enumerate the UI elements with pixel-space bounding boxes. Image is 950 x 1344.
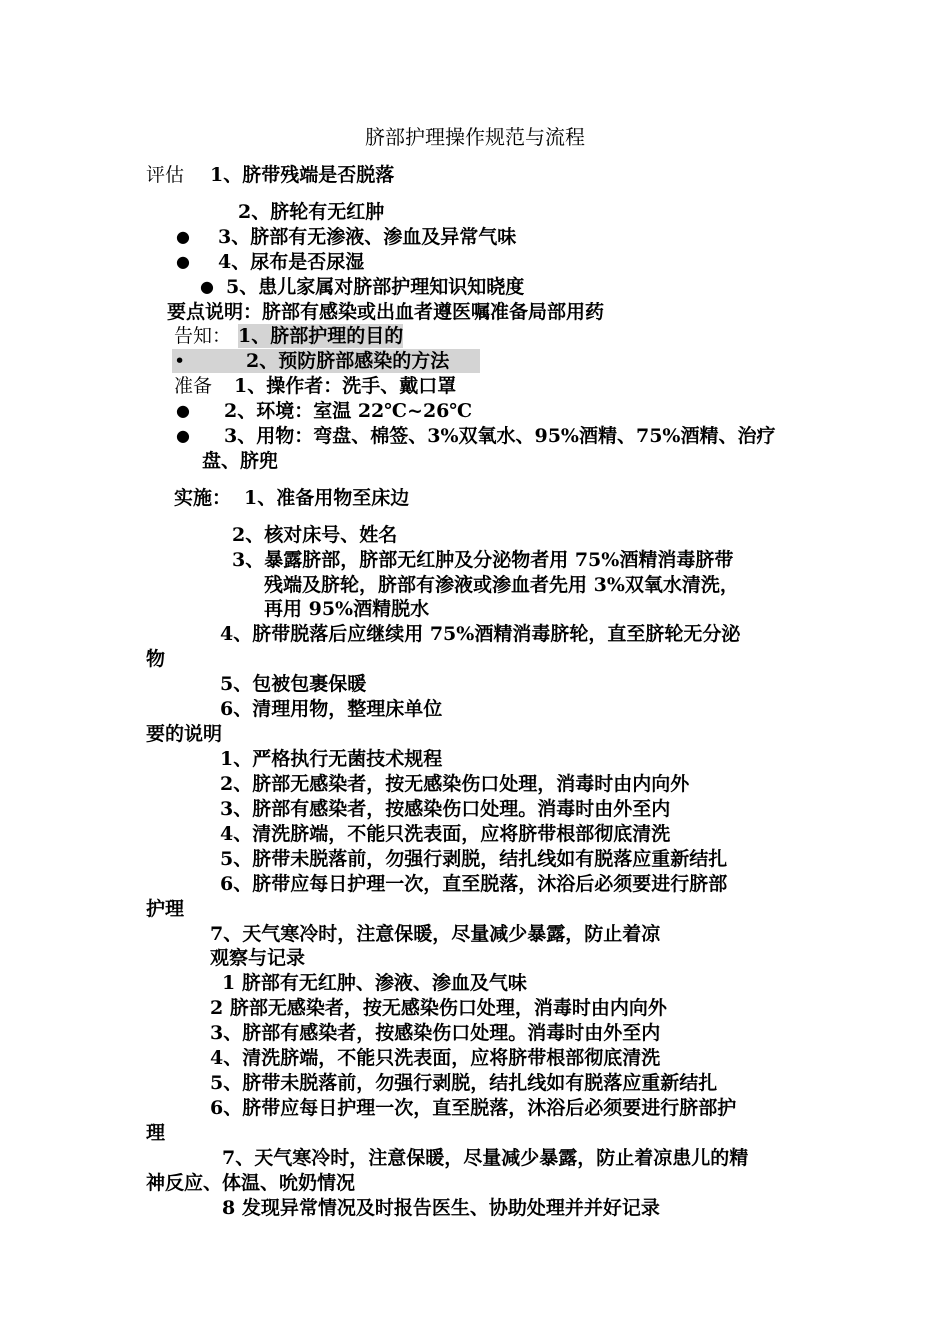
bullet-icon: ●: [176, 227, 190, 246]
implement-item: 再用 95%酒精脱水: [264, 598, 430, 620]
implement-item: 5、包被包裹保暖: [220, 673, 367, 695]
observe-label: 观察与记录: [210, 947, 306, 969]
assess-label: 评估: [146, 164, 185, 186]
notes-label: 要的说明: [146, 723, 223, 745]
notes-item: 2、脐部无感染者，按无感染伤口处理，消毒时由内向外: [220, 773, 690, 795]
implement-item: 1、准备用物至床边: [244, 487, 410, 509]
notes-item: 3、脐部有感染者，按感染伤口处理。消毒时由外至内: [220, 798, 671, 820]
implement-item: 6、清理用物，整理床单位: [220, 698, 443, 720]
observe-item: 6、脐带应每日护理一次，直至脱落，沐浴后必须要进行脐部护: [210, 1097, 737, 1119]
observe-item: 2 脐部无感染者，按无感染伤口处理，消毒时由内向外: [210, 997, 667, 1019]
page-title: 脐部护理操作规范与流程: [365, 125, 585, 149]
observe-item: 理: [146, 1122, 166, 1144]
notes-item: 1、严格执行无菌技术规程: [220, 748, 443, 770]
bullet-icon: ●: [200, 277, 214, 296]
bullet-icon: ●: [176, 401, 190, 420]
observe-item: 8 发现异常情况及时报告医生、协助处理并并好记录: [222, 1197, 660, 1219]
bullet-icon: •: [174, 350, 186, 372]
notes-item: 7、天气寒冷时，注意保暖，尽量减少暴露，防止着凉: [210, 923, 661, 945]
implement-item: 4、脐带脱落后应继续用 75%酒精消毒脐轮，直至脐轮无分泌: [220, 623, 741, 645]
observe-item: 1 脐部有无红肿、渗液、渗血及气味: [222, 972, 527, 994]
implement-item: 物: [146, 648, 166, 670]
bullet-icon: ●: [176, 426, 190, 445]
prepare-item: 3、用物：弯盘、棉签、3%双氧水、95%酒精、75%酒精、治疗: [224, 425, 776, 447]
inform-item: 2、预防脐部感染的方法: [246, 350, 450, 372]
prepare-item: 盘、脐兜: [202, 450, 279, 472]
assess-item: 2、脐轮有无红肿: [238, 201, 385, 223]
inform-item: 1、脐部护理的目的: [238, 325, 404, 347]
notes-item: 护理: [146, 898, 185, 920]
prepare-label: 准备: [174, 375, 213, 397]
observe-item: 4、清洗脐端，不能只洗表面，应将脐带根部彻底清洗: [210, 1047, 661, 1069]
observe-item: 3、脐部有感染者，按感染伤口处理。消毒时由外至内: [210, 1022, 661, 1044]
observe-item: 5、脐带未脱落前，勿强行剥脱，结扎线如有脱落应重新结扎: [210, 1072, 718, 1094]
implement-label: 实施：: [174, 487, 232, 509]
prepare-item: 2、环境：室温 22℃~26℃: [224, 400, 473, 422]
implement-item: 残端及脐轮，脐部有渗液或渗血者先用 3%双氧水清洗，: [264, 574, 739, 596]
inform-label: 告知：: [174, 325, 232, 347]
implement-item: 3、暴露脐部，脐部无红肿及分泌物者用 75%酒精消毒脐带: [232, 549, 734, 571]
prepare-item: 1、操作者：洗手、戴口罩: [234, 375, 457, 397]
assess-item: 1、脐带残端是否脱落: [210, 164, 395, 186]
notes-item: 6、脐带应每日护理一次，直至脱落，沐浴后必须要进行脐部: [220, 873, 728, 895]
assess-item: 3、脐部有无渗液、渗血及异常气味: [218, 226, 517, 248]
assess-item: 5、患儿家属对脐部护理知识知晓度: [226, 276, 525, 298]
notes-item: 5、脐带未脱落前，勿强行剥脱，结扎线如有脱落应重新结扎: [220, 848, 728, 870]
observe-item: 神反应、体温、吮奶情况: [146, 1172, 356, 1194]
observe-item: 7、天气寒冷时，注意保暖，尽量减少暴露，防止着凉患儿的精: [222, 1147, 749, 1169]
notes-item: 4、清洗脐端，不能只洗表面，应将脐带根部彻底清洗: [220, 823, 671, 845]
assess-item: 4、尿布是否尿湿: [218, 251, 365, 273]
implement-item: 2、核对床号、姓名: [232, 524, 398, 546]
key-note: 要点说明：脐部有感染或出血者遵医嘱准备局部用药: [167, 301, 605, 323]
bullet-icon: ●: [176, 252, 190, 271]
